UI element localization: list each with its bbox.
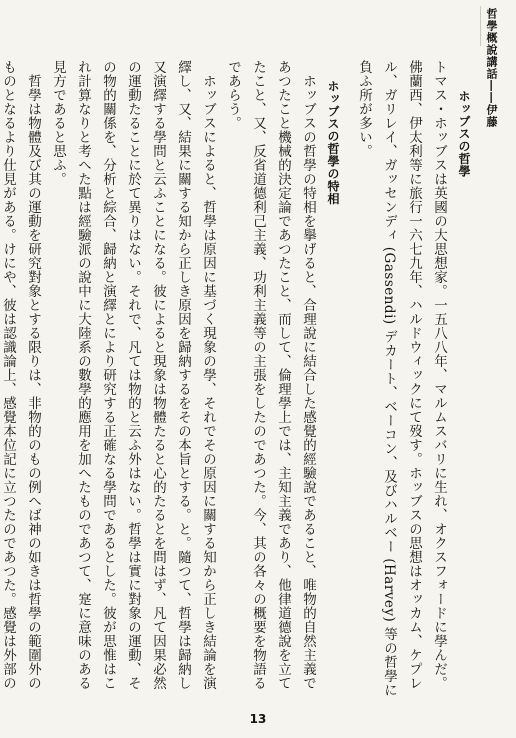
header-rule — [480, 6, 481, 46]
intro-paragraph: トマス・ホッブスは英國の大思想家。一五八八年、マルムスバリに生れ、オクスフォードに學んだ。佛蘭西、伊太利等に旅行一六七九年、ハルドウィックにて歿す。ホッブスの思想はオッカム、ケプレル、ガリレイ、ガッセンディ (Gassendi) デカート、ベーコン、及びハルベー (Harvey) 等の哲學に負ふ所が多い。 — [356, 60, 447, 698]
paragraph-1: ホッブスの哲學の特相を擧げると、合理說に結合した感覺的經驗說であること、唯物的自然主義であつたこと機械的決定論であつたこと、而して、倫理學上では、主知主義であり、他律道德說を立てたこと、又、反省道德利己主義、功利主義等の主張をしたのであつた。今、其の各々の概要を物語るであらう。 — [225, 60, 316, 690]
paragraph-2: ホッブスによると、哲學は原因に基づく現象の學、それでその原因に關する知から正しき結論を演繹し、又、結果に關する知から正しき原因を歸納するをその本旨とする。と。隨つて、哲學は歸納し又演繹する學問と云ふことになる。彼によると現象は物體たると心的たるとを問はず、凡て因果必然の運動たることに於て異りはない。それで、凡ては物的と云ふ外はない。哲學は實に對象の運動、その物的關係を、分析と綜合、歸納と演繹とにより研究する正確なる學問であるとした。彼が思惟はこれ計算なりと考へた點は經驗派の說中に大陸系の數學的應用を加へたものであつて、寔に意味のある見方であると思ふ。 — [50, 60, 216, 690]
page-number: 13 — [249, 712, 267, 726]
subsection-heading: ホッブスの哲學の特相 — [326, 80, 340, 205]
body-text — [0, 60, 476, 700]
section-heading: ホッブスの哲學 — [457, 90, 471, 178]
paragraph-3: 哲學は物體及び其の運動を研究對象とする限りは、非物的のもの例へば神の如きは哲學の範圍外のものとなるより仕見がある。けにや、彼は認識論上、感覺本位記に立つたのであつた。感覺は外部の — [0, 60, 41, 690]
running-header: 哲學概說講話――伊藤 — [485, 8, 498, 128]
